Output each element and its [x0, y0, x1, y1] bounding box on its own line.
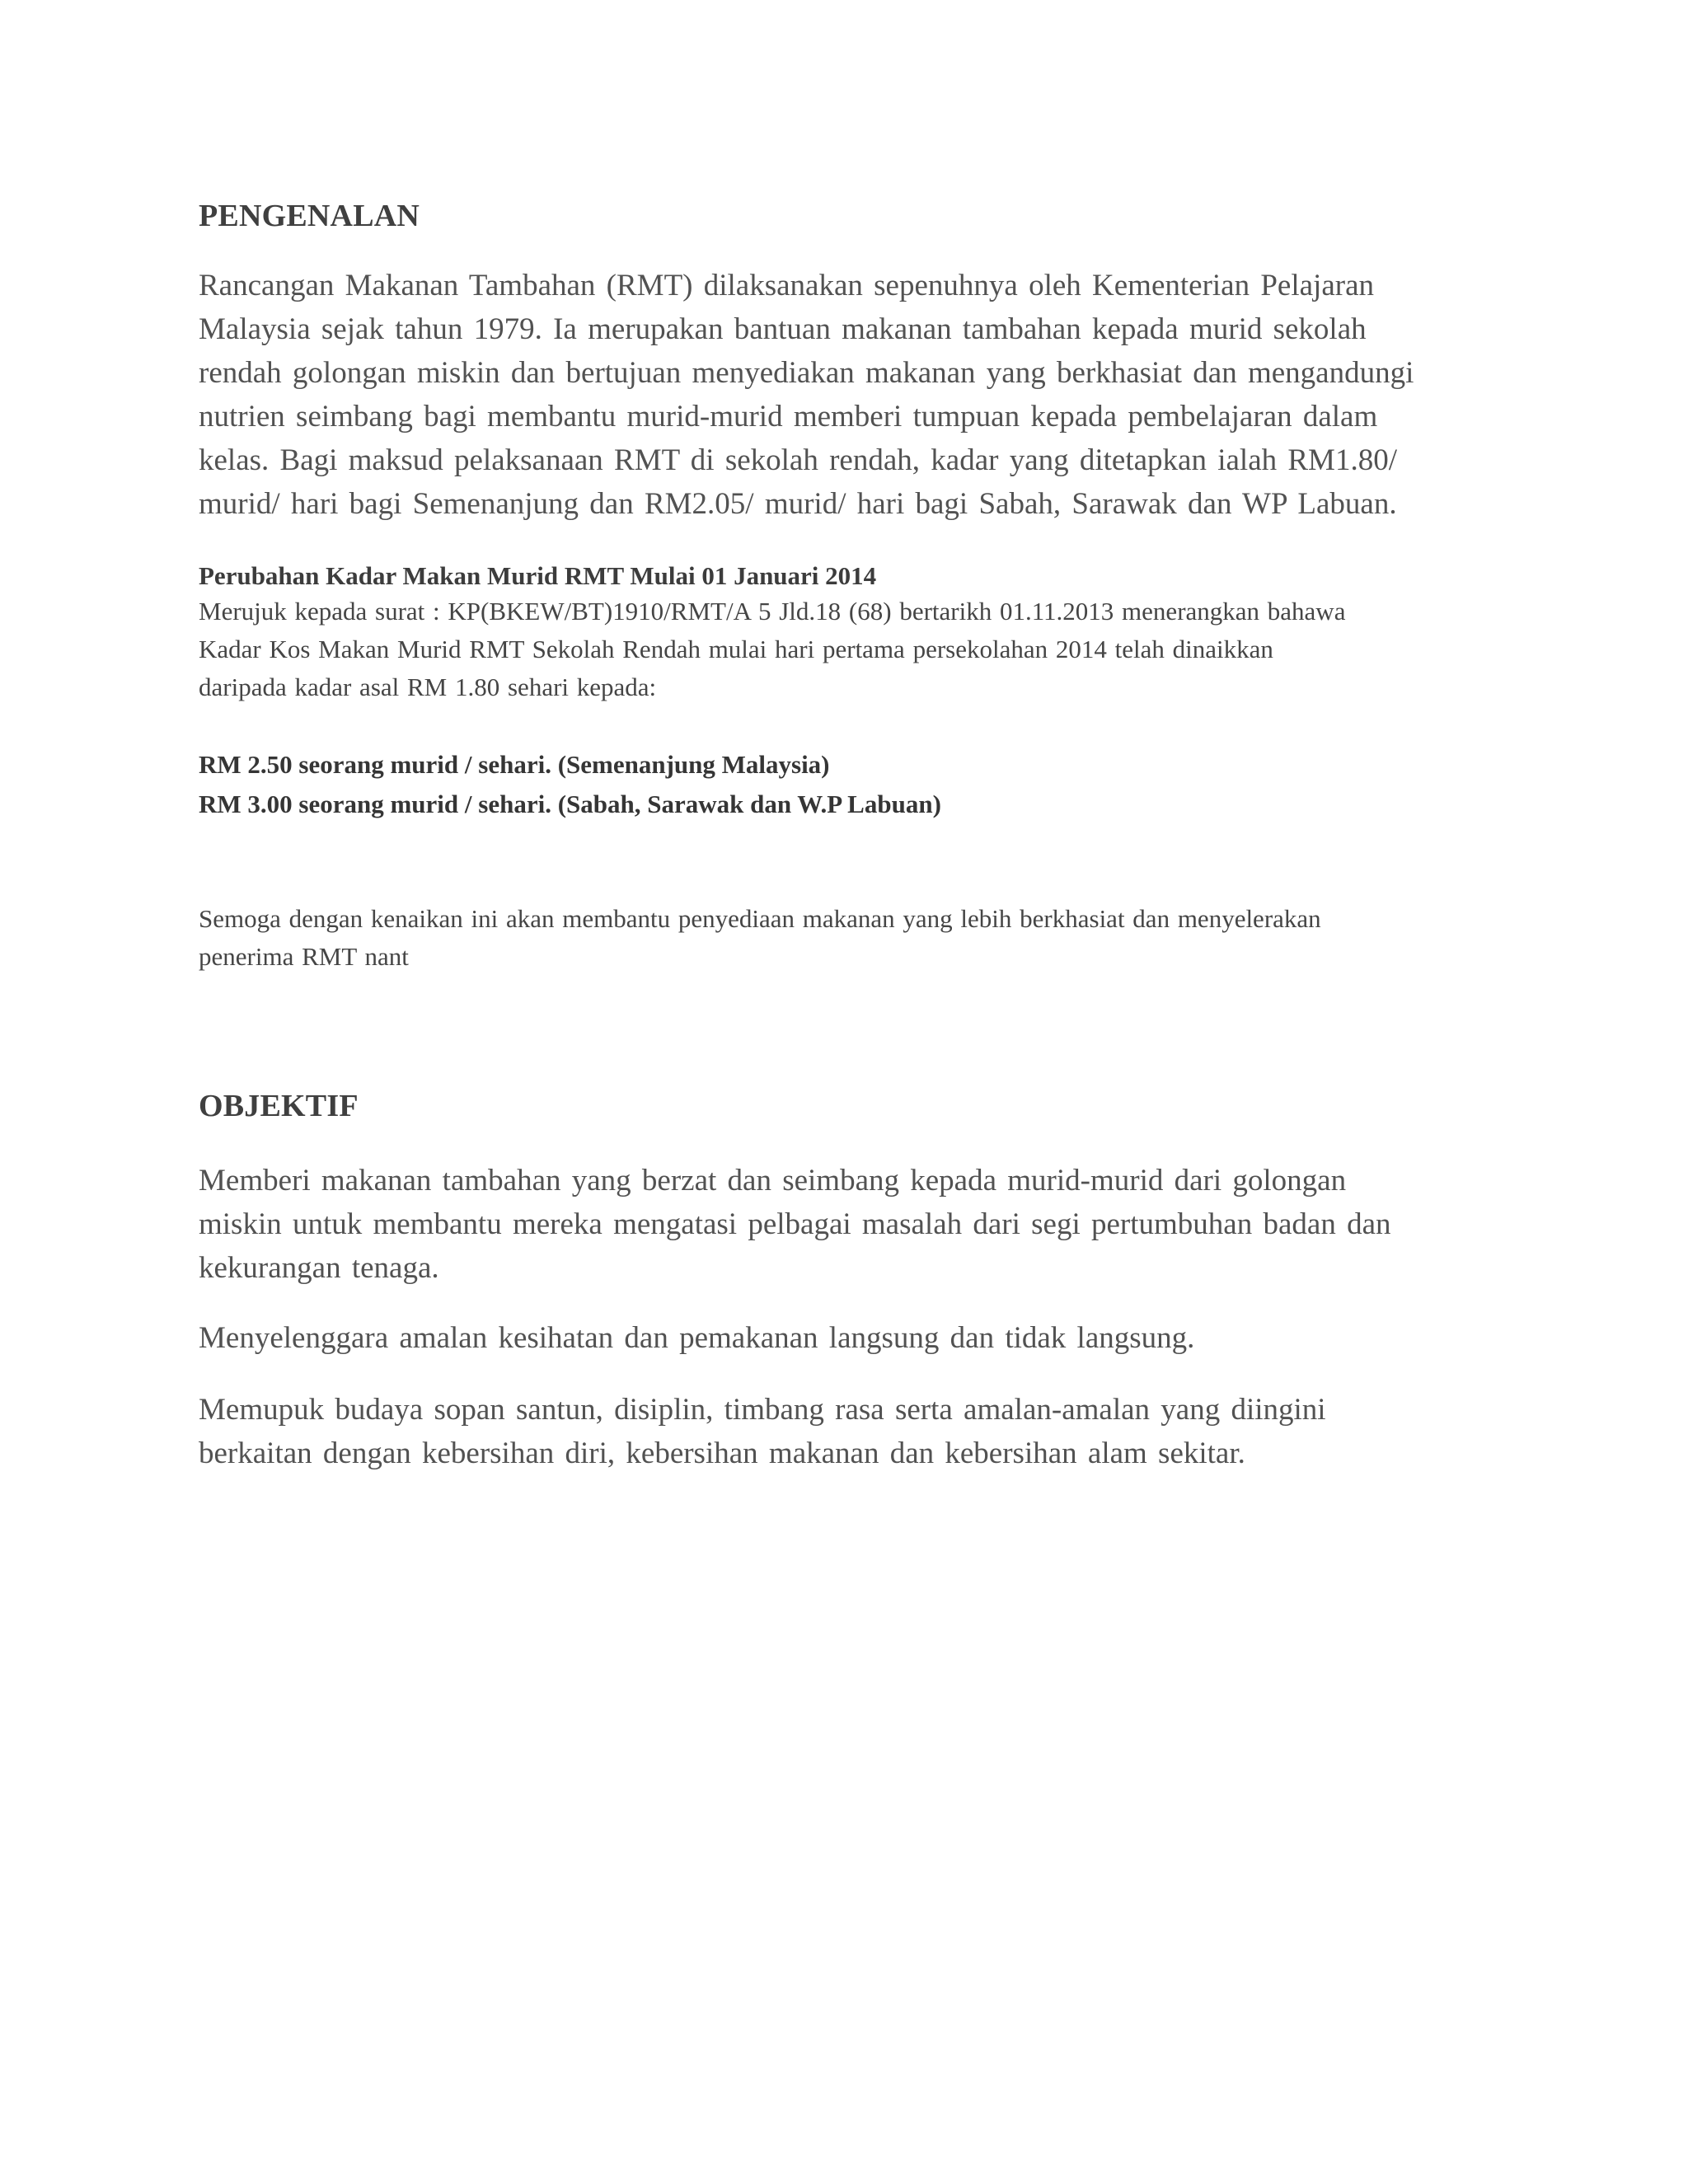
closing-paragraph — [199, 900, 1484, 976]
section-heading-pengenalan: PENGENALAN — [199, 199, 420, 233]
paragraph-line: Rancangan Makanan Tambahan (RMT) dilaksanakan sepenuhnya oleh Kementerian Pelajaran — [199, 269, 1374, 302]
rate-change-heading: Perubahan Kadar Makan Murid RMT Mulai 01 Januari 2014 — [199, 561, 877, 590]
new-rates — [199, 745, 1484, 824]
paragraph-line: berkaitan dengan kebersihan diri, kebersihan makanan dan kebersihan alam sekitar. — [199, 1436, 1245, 1470]
rate-change-paragraph — [199, 593, 1484, 706]
objective-item — [199, 1159, 1484, 1290]
paragraph-line: nutrien seimbang bagi membantu murid-murid memberi tumpuan kepada pembelajaran dalam — [199, 400, 1378, 434]
objective-item — [199, 1388, 1484, 1475]
paragraph-line: penerima RMT nant — [199, 942, 409, 971]
objective-item — [199, 1316, 1484, 1360]
paragraph-line: rendah golongan miskin dan bertujuan menyediakan makanan yang berkhasiat dan mengandungi — [199, 356, 1414, 390]
paragraph-line: kelas. Bagi maksud pelaksanaan RMT di sekolah rendah, kadar yang ditetapkan ialah RM1.80/ — [199, 443, 1397, 477]
paragraph-line: daripada kadar asal RM 1.80 sehari kepada: — [199, 673, 657, 701]
section-heading-objektif: OBJEKTIF — [199, 1089, 359, 1123]
pengenalan-paragraph — [199, 264, 1484, 526]
rate-sabah-sarawak-labuan: RM 3.00 seorang murid / sehari. (Sabah, Sarawak dan W.P Labuan) — [199, 790, 941, 818]
paragraph-line: kekurangan tenaga. — [199, 1251, 439, 1285]
paragraph-line: Kadar Kos Makan Murid RMT Sekolah Rendah mulai hari pertama persekolahan 2014 telah dinaikkan — [199, 635, 1273, 663]
paragraph-line: miskin untuk membantu mereka mengatasi pelbagai masalah dari segi pertumbuhan badan dan — [199, 1207, 1391, 1241]
paragraph-line: Memberi makanan tambahan yang berzat dan seimbang kepada murid-murid dari golongan — [199, 1164, 1347, 1197]
paragraph-line: Memupuk budaya sopan santun, disiplin, timbang rasa serta amalan-amalan yang diingini — [199, 1393, 1326, 1427]
paragraph-line: Malaysia sejak tahun 1979. Ia merupakan bantuan makanan tambahan kepada murid sekolah — [199, 312, 1367, 346]
paragraph-line: Semoga dengan kenaikan ini akan membantu penyediaan makanan yang lebih berkhasiat dan menyelerakan — [199, 904, 1321, 933]
rate-semenanjung: RM 2.50 seorang murid / sehari. (Semenanjung Malaysia) — [199, 750, 830, 779]
paragraph-line: murid/ hari bagi Semenanjung dan RM2.05/ murid/ hari bagi Sabah, Sarawak dan WP Labuan. — [199, 487, 1397, 521]
paragraph-line: Menyelenggara amalan kesihatan dan pemakanan langsung dan tidak langsung. — [199, 1321, 1195, 1355]
paragraph-line: Merujuk kepada surat : KP(BKEW/BT)1910/RMT/A 5 Jld.18 (68) bertarikh 01.11.2013 menerangkan bahawa — [199, 597, 1346, 626]
